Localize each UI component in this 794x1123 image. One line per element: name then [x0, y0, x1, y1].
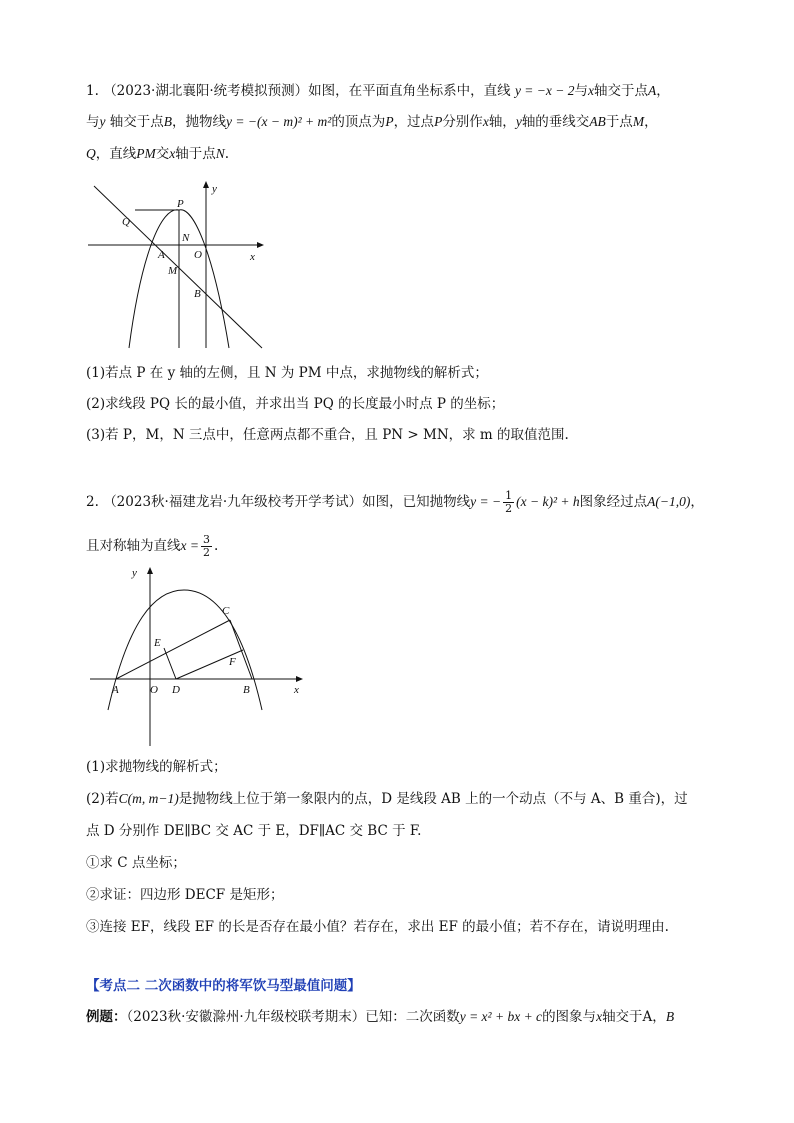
q2-sub2-line-1: (2)若C(m, m−1)是抛物线上位于第一象限内的点，D 是线段 AB 上的一个动点（不与 A、B 重合)，过 — [86, 791, 688, 807]
example-line: 例题：（2023秋·安徽滁州·九年级校联考期末）已知：二次函数y = x² + bx + c的图象与x轴交于A，B — [86, 1009, 675, 1025]
q1-parabola-equation: y = −(x − m)² + m² — [226, 114, 332, 129]
q1-line-2: 与y 轴交于点B，抛物线y = −(x − m)² + m²的顶点为P，过点P分别作x轴，y轴的垂线交AB于点M， — [86, 114, 658, 130]
fig2-segment-DE — [164, 648, 176, 679]
fig1-label-B: B — [194, 288, 201, 300]
q2-sub2-c3: ③连接 EF，线段 EF 的长是否存在最小值？若存在，求出 EF 的最小值；若不存在，请说明理由. — [86, 919, 669, 935]
q1-line-equation: y = −x − 2 — [514, 83, 575, 98]
q2-sub1: (1)求抛物线的解析式； — [86, 759, 227, 775]
fig1-label-A: A — [158, 249, 165, 261]
q2-fraction-half: $\frac{1}{2}$ — [505, 489, 513, 515]
fig2-label-D: D — [172, 684, 180, 696]
q2-point-C: C(m, m−1) — [118, 791, 179, 806]
q1-line-3: Q，直线PM交x轴于点N. — [86, 146, 230, 162]
example-label: 例题： — [86, 1009, 127, 1025]
fig2-label-O: O — [150, 684, 158, 696]
fig2-label-y: y — [132, 567, 137, 579]
q1-source: （2023·湖北襄阳·统考模拟预测） — [103, 83, 309, 99]
example-equation: y = x² + bx + c — [459, 1009, 543, 1024]
fig2-label-C: C — [222, 605, 230, 617]
q1-number: 1. — [86, 83, 99, 99]
example-source: （2023秋·安徽滁州·九年级校联考期末） — [126, 1009, 366, 1025]
fig1-label-M: M — [168, 265, 178, 277]
fig1-label-Q: Q — [122, 216, 130, 228]
q2-figure — [86, 562, 312, 748]
q1-sub1: (1)若点 P 在 y 轴的左侧，且 N 为 PM 中点，求抛物线的解析式； — [86, 365, 488, 381]
fig2-segment-BC — [230, 620, 252, 679]
q1-sub3: (3)若 P，M，N 三点中，任意两点都不重合，且 PN > MN，求 m 的取值范围. — [86, 427, 569, 443]
fig1-label-O: O — [194, 249, 202, 261]
fig2-label-x: x — [294, 684, 299, 696]
q2-line-1: 2. （2023秋·福建龙岩·九年级校考开学考试）如图，已知抛物线y = − $\frac{1}{2}$ (x − k)² + h图象经过点A(−1,0)， — [86, 489, 704, 515]
section-title: 【考点二 二次函数中的将军饮马型最值问题】 — [86, 978, 361, 994]
q1-line-1: 1. （2023·湖北襄阳·统考模拟预测）如图，在平面直角坐标系中，直线 y = −x − 2与x轴交于点A， — [86, 83, 670, 99]
q2-line-2: 且对称轴为直线x = $\frac{3}{2}$ . — [86, 533, 219, 559]
q2-source: （2023秋·福建龙岩·九年级校考开学考试） — [103, 494, 363, 510]
fig2-parabola — [108, 590, 262, 710]
q2-number: 2. — [86, 494, 99, 510]
fig1-label-N: N — [182, 232, 190, 244]
fig1-label-x: x — [250, 251, 255, 263]
q2-sub2-c2: ②求证：四边形 DECF 是矩形； — [86, 887, 284, 903]
q2-sub2-c1: ①求 C 点坐标； — [86, 855, 186, 871]
q2-fraction-axis: $\frac{3}{2}$ — [202, 533, 210, 559]
fig1-label-y: y — [212, 183, 217, 195]
fig2-label-F: F — [229, 656, 236, 668]
q1-sub2: (2)求线段 PQ 长的最小值，并求出当 PQ 的长度最小时点 P 的坐标； — [86, 396, 505, 412]
fig2-label-B: B — [243, 684, 250, 696]
fig2-label-A: A — [112, 684, 119, 696]
fig1-label-P: P — [177, 198, 184, 210]
q1-figure — [86, 176, 272, 352]
q2-sub2-line-2: 点 D 分别作 DE∥BC 交 AC 于 E，DF∥AC 交 BC 于 F. — [86, 823, 422, 839]
fig2-label-E: E — [154, 637, 161, 649]
q2-point-A: A(−1,0) — [647, 494, 691, 509]
